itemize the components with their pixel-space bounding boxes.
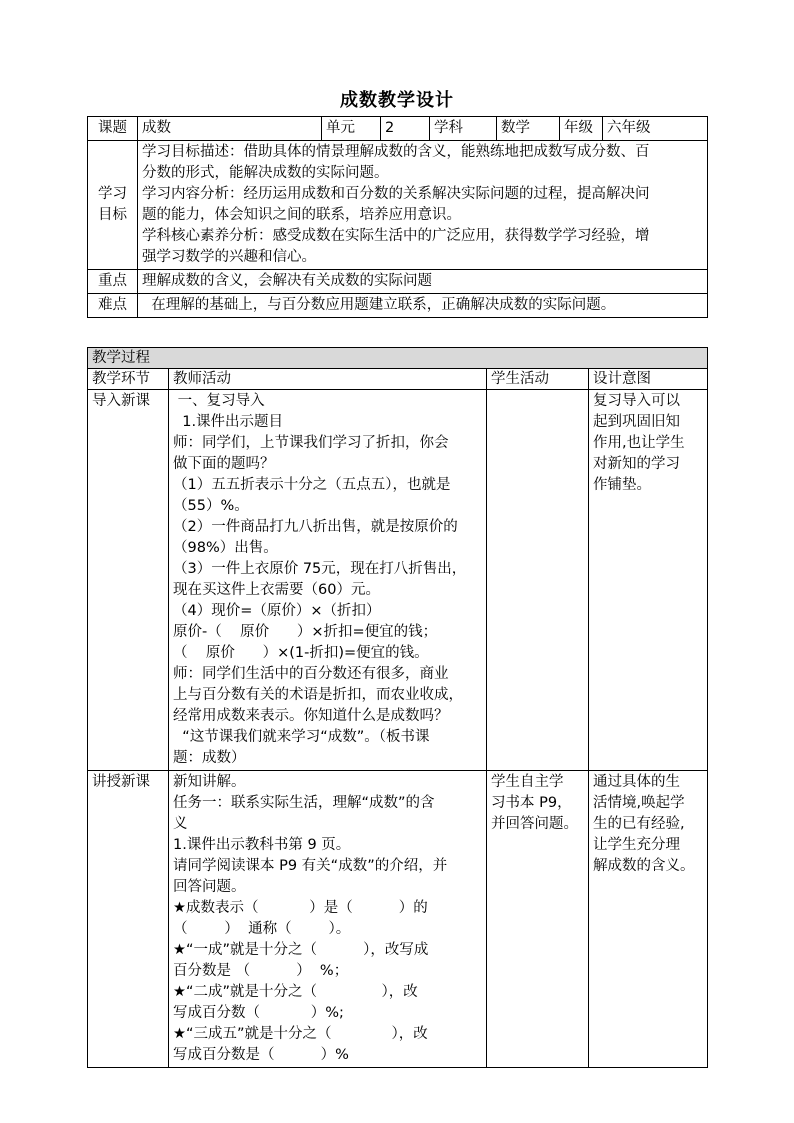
goal-line: 题的能力，体会知识之间的联系，培养应用意识。	[142, 207, 461, 223]
teacher-line: 写成百分数（ ）%;	[173, 1005, 344, 1021]
grade-value: 六年级	[603, 117, 708, 141]
subject-value: 数学	[497, 117, 560, 141]
teacher-line: 上与百分数有关的术语是折扣，而农业收成，	[173, 687, 463, 703]
design-line: 作用,也让学生	[593, 435, 685, 451]
design-line: 起到巩固旧知	[593, 414, 680, 430]
design-line: 复习导入可以	[593, 393, 680, 409]
teacher-line: （3）一件上衣原价 75元，现在打八折售出，	[173, 561, 467, 577]
design-line: 生的已有经验,	[593, 816, 685, 832]
teacher-line: 一、复习导入	[173, 393, 265, 409]
process-section-title: 教学过程	[88, 348, 708, 369]
stage-intro: 导入新课	[88, 390, 169, 771]
goal-line: 分数的形式，能解决成数的实际问题。	[142, 165, 389, 181]
design-line: 活情境,唤起学	[593, 795, 685, 811]
goals-text	[138, 141, 708, 270]
student-activity-new	[487, 771, 589, 1068]
process-row-intro	[88, 390, 708, 771]
teacher-line: 经常用成数来表示。你知道什么是成数吗？	[173, 708, 449, 724]
teacher-line: ★“一成”就是十分之（ ），改写成	[173, 942, 429, 958]
teacher-line: （ ） 通称（ ）。	[173, 921, 351, 937]
teacher-line: （4）现价=（原价）×（折扣）	[173, 603, 381, 619]
column-header-design: 设计意图	[589, 369, 708, 390]
student-line: 习书本 P9，	[491, 795, 572, 811]
student-line: 并回答问题。	[491, 816, 578, 832]
column-header-stage: 教学环节	[88, 369, 169, 390]
topic-label: 课题	[88, 117, 138, 141]
teacher-line: 现在买这件上衣需要（60）元。	[173, 582, 380, 598]
teacher-line: ★“三成五”就是十分之（ ），改	[173, 1026, 428, 1042]
info-row-key	[88, 270, 708, 294]
teacher-line: 1.课件出示题目	[173, 414, 284, 430]
teacher-line: 请同学阅读课本 P9 有关“成数”的介绍，并	[173, 858, 448, 874]
unit-label: 单元	[322, 117, 381, 141]
goals-label	[88, 141, 138, 270]
subject-label: 学科	[430, 117, 497, 141]
difficulty-label: 难点	[88, 294, 138, 318]
process-table	[87, 347, 708, 1068]
teacher-line: （1）五五折表示十分之（五点五），也就是	[173, 477, 451, 493]
teacher-line: 任务一：联系实际生活，理解“成数”的含	[173, 795, 435, 811]
info-table	[87, 116, 708, 318]
info-row-topic	[88, 117, 708, 141]
goals-label-line-2: 目标	[98, 207, 127, 223]
student-activity-intro	[487, 390, 589, 771]
column-header-student: 学生活动	[487, 369, 589, 390]
process-row-new	[88, 771, 708, 1068]
goal-line: 学科核心素养分析：感受成数在实际生活中的广泛应用，获得数学学习经验，增	[142, 228, 650, 244]
process-section-header	[88, 348, 708, 369]
teacher-line: （2）一件商品打九八折出售，就是按原价的	[173, 519, 458, 535]
teacher-line: （98%）出售。	[173, 540, 278, 556]
page-title: 成数教学设计	[340, 90, 454, 111]
teacher-line: “这节课我们就来学习“成数”。（板书课	[173, 729, 430, 745]
goal-line: 学习内容分析：经历运用成数和百分数的关系解决实际问题的过程，提高解决问	[142, 186, 650, 202]
teacher-line: 师：同学们，上节课我们学习了折扣，你会	[173, 435, 449, 451]
design-line: 对新知的学习	[593, 456, 680, 472]
teacher-line: 原价-（ 原价 ）×折扣=便宜的钱；	[173, 624, 438, 640]
design-line: 通过具体的生	[593, 774, 680, 790]
teacher-line: 新知讲解。	[173, 774, 246, 790]
column-header-teacher: 教师活动	[169, 369, 487, 390]
goal-line: 强学习数学的兴趣和信心。	[142, 249, 316, 265]
teacher-line: （ 原价 ）×(1-折扣)=便宜的钱。	[173, 645, 429, 661]
teacher-line: 1.课件出示教科书第 9 页。	[173, 837, 351, 853]
teacher-line: 百分数是 （ ） %；	[173, 963, 349, 979]
design-line: 解成数的含义。	[593, 858, 695, 874]
teacher-line: ★成数表示（ ）是（ ）的	[173, 900, 428, 916]
teacher-line: （55）%。	[173, 498, 249, 514]
teacher-line: 做下面的题吗？	[173, 456, 275, 472]
teacher-activity-new	[169, 771, 487, 1068]
goal-line: 学习目标描述：借助具体的情景理解成数的含义，能熟练地把成数写成分数、百	[142, 144, 650, 160]
stage-new: 讲授新课	[88, 771, 169, 1068]
key-point-value: 理解成数的含义，会解决有关成数的实际问题	[138, 270, 708, 294]
design-intent-intro	[589, 390, 708, 771]
info-row-difficulty	[88, 294, 708, 318]
design-line: 让学生充分理	[593, 837, 680, 853]
teacher-line: 回答问题。	[173, 879, 246, 895]
teacher-line: 题：成数）	[173, 750, 246, 766]
teacher-line: 师：同学们生活中的百分数还有很多，商业	[173, 666, 449, 682]
process-column-headers	[88, 369, 708, 390]
difficulty-value: 在理解的基础上，与百分数应用题建立联系，正确解决成数的实际问题。	[138, 294, 708, 318]
grade-label: 年级	[560, 117, 603, 141]
design-line: 作铺垫。	[593, 477, 651, 493]
goals-label-line-1: 学习	[98, 186, 127, 202]
teacher-line: ★“二成”就是十分之（ ），改	[173, 984, 418, 1000]
teacher-line: 写成百分数是（ ）%	[173, 1047, 349, 1063]
student-line: 学生自主学	[491, 774, 564, 790]
info-row-goals	[88, 141, 708, 270]
design-intent-new	[589, 771, 708, 1068]
key-point-label: 重点	[88, 270, 138, 294]
teacher-activity-intro	[169, 390, 487, 771]
topic-value: 成数	[138, 117, 322, 141]
unit-value: 2	[381, 117, 430, 141]
teacher-line: 义	[173, 816, 188, 832]
